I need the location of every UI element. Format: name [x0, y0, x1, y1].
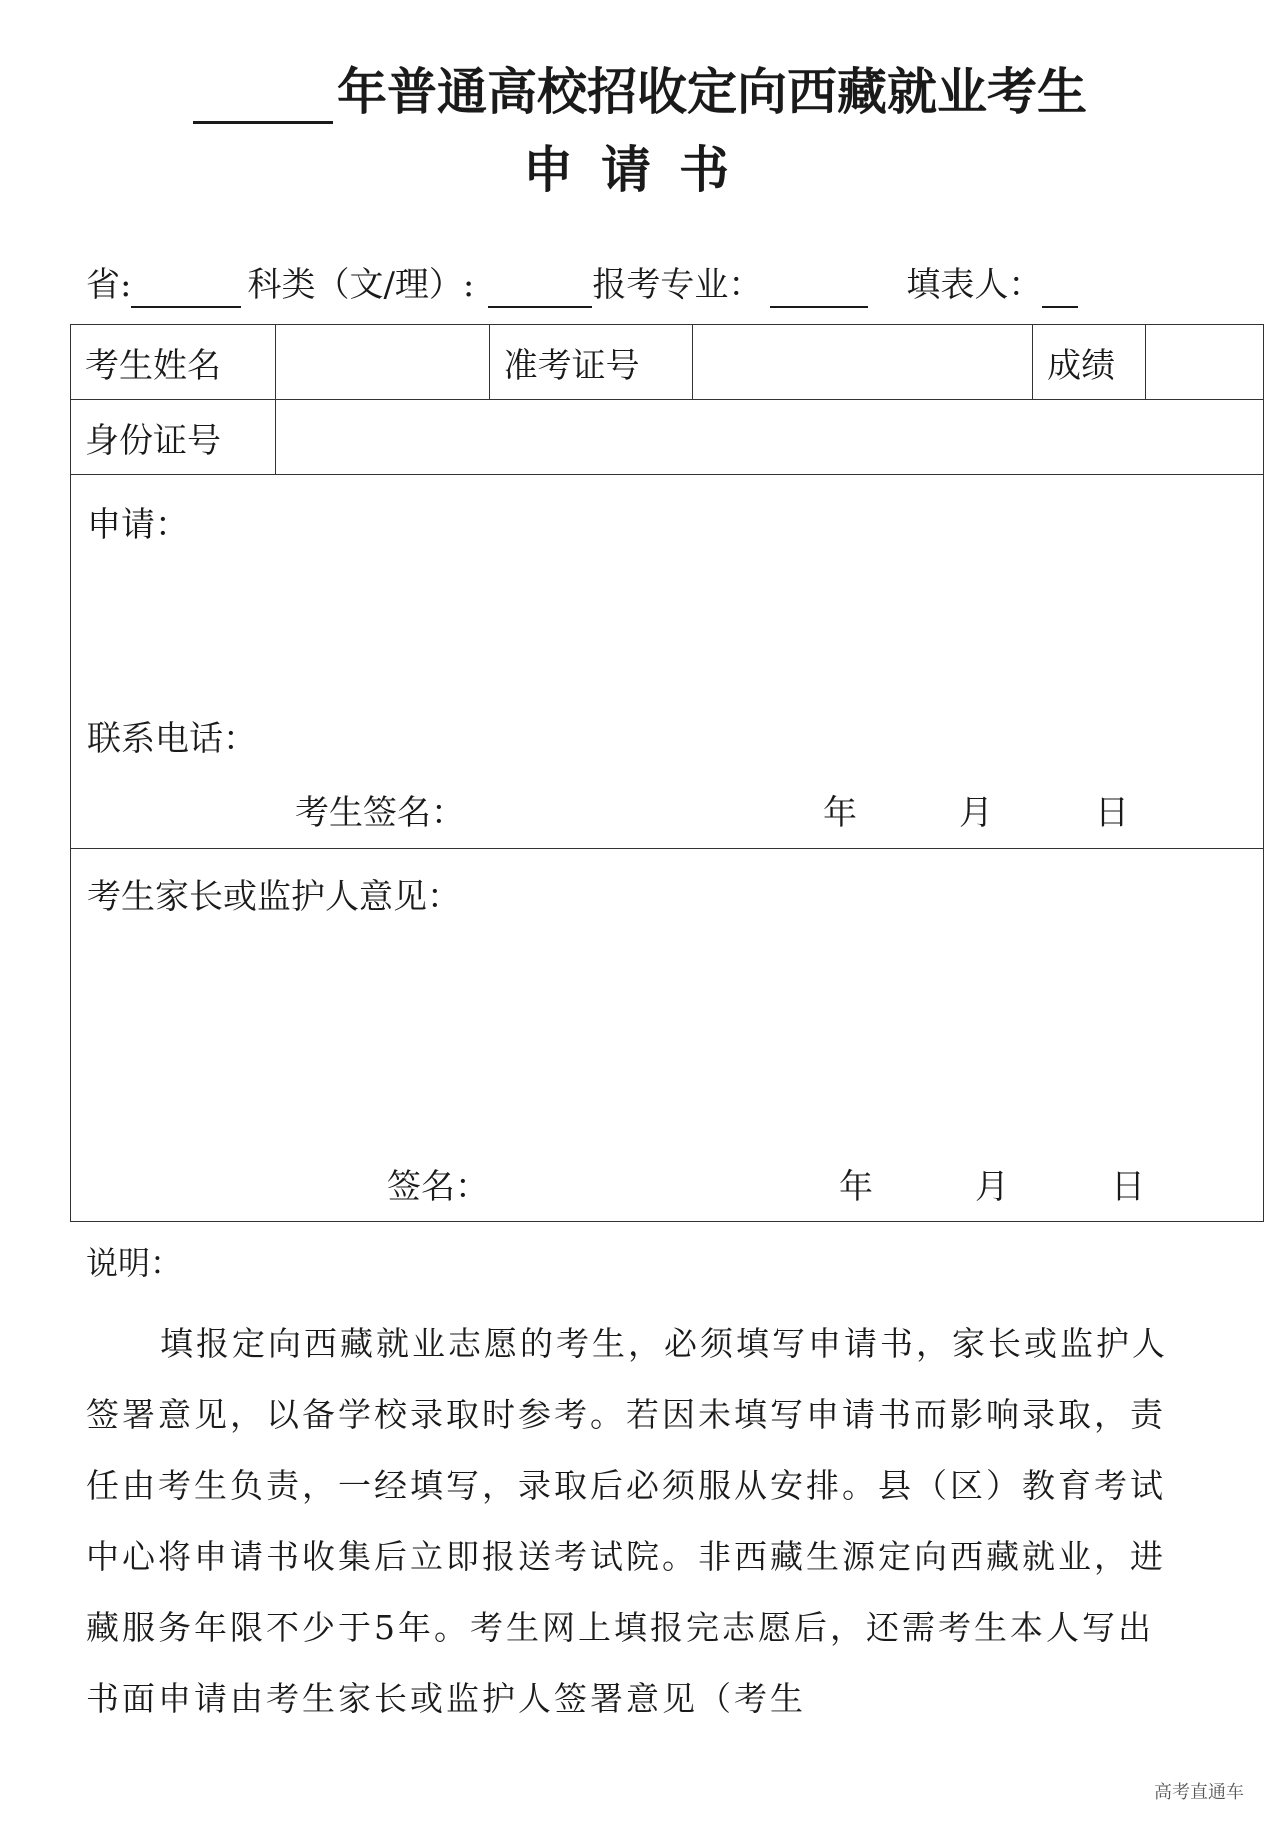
- major-field[interactable]: [770, 266, 868, 308]
- exam-no-label-cell: 准考证号: [489, 325, 693, 400]
- score-label-cell: 成绩: [1033, 325, 1146, 400]
- parent-date-day: 日: [1111, 1167, 1145, 1207]
- parent-sign-label: 签名：: [387, 1167, 489, 1207]
- meta-row: [86, 262, 1186, 308]
- id-label-cell: 身份证号: [71, 400, 276, 475]
- student-date-day: 日: [1095, 793, 1129, 833]
- parent-opinion-label: 考生家长或监护人意见：: [87, 877, 461, 917]
- category-label: 科类（文/理）:: [247, 265, 475, 305]
- watermark-text: 高考直通车: [1154, 1782, 1244, 1803]
- notes-body: [86, 1308, 1186, 1734]
- title-text: 年普通高校招收定向西藏就业考生: [337, 63, 1087, 121]
- parent-date-year: 年: [839, 1167, 873, 1207]
- province-label: 省:: [86, 265, 132, 305]
- application-section[interactable]: [71, 475, 1264, 849]
- category-field[interactable]: [488, 266, 592, 308]
- document-title-line2: 申请书: [523, 141, 757, 199]
- phone-label: 联系电话：: [87, 719, 257, 759]
- student-date-year: 年: [823, 793, 857, 833]
- major-label: 报考专业：: [592, 265, 763, 305]
- parent-opinion-section[interactable]: [71, 849, 1264, 1222]
- filler-label: 填表人：: [906, 265, 1043, 305]
- application-label: 申请：: [87, 505, 189, 545]
- student-date-month: 月: [959, 793, 993, 833]
- filler-field[interactable]: [1042, 266, 1078, 308]
- document-title-line1: [0, 60, 1280, 124]
- score-input-cell[interactable]: [1146, 325, 1264, 400]
- notes-text: 填报定向西藏就业志愿的考生，必须填写申请书，家长或监护人签署意见，以备学校录取时参考。若因未填写申请书而影响录取，责任由考生负责，一经填写，录取后必须服从安排。县（区）教育考试中心将申请书收集后立即报送考试院。非西藏生源定向西藏就业，进藏服务年限不少于5年。考生网上填报完志愿后，还需考生本人写出书面申请由考生家长或监护人签署意见（考生: [86, 1324, 1168, 1718]
- application-form-table: [70, 324, 1264, 1222]
- student-sign-label: 考生签名：: [295, 793, 465, 833]
- name-label-cell: 考生姓名: [71, 325, 276, 400]
- id-input-cell[interactable]: [275, 400, 1263, 475]
- notes-heading: 说明：: [86, 1244, 183, 1282]
- parent-date-month: 月: [975, 1167, 1009, 1207]
- exam-no-input-cell[interactable]: [693, 325, 1033, 400]
- province-field[interactable]: [131, 266, 241, 308]
- year-blank[interactable]: [193, 75, 333, 124]
- name-input-cell[interactable]: [275, 325, 489, 400]
